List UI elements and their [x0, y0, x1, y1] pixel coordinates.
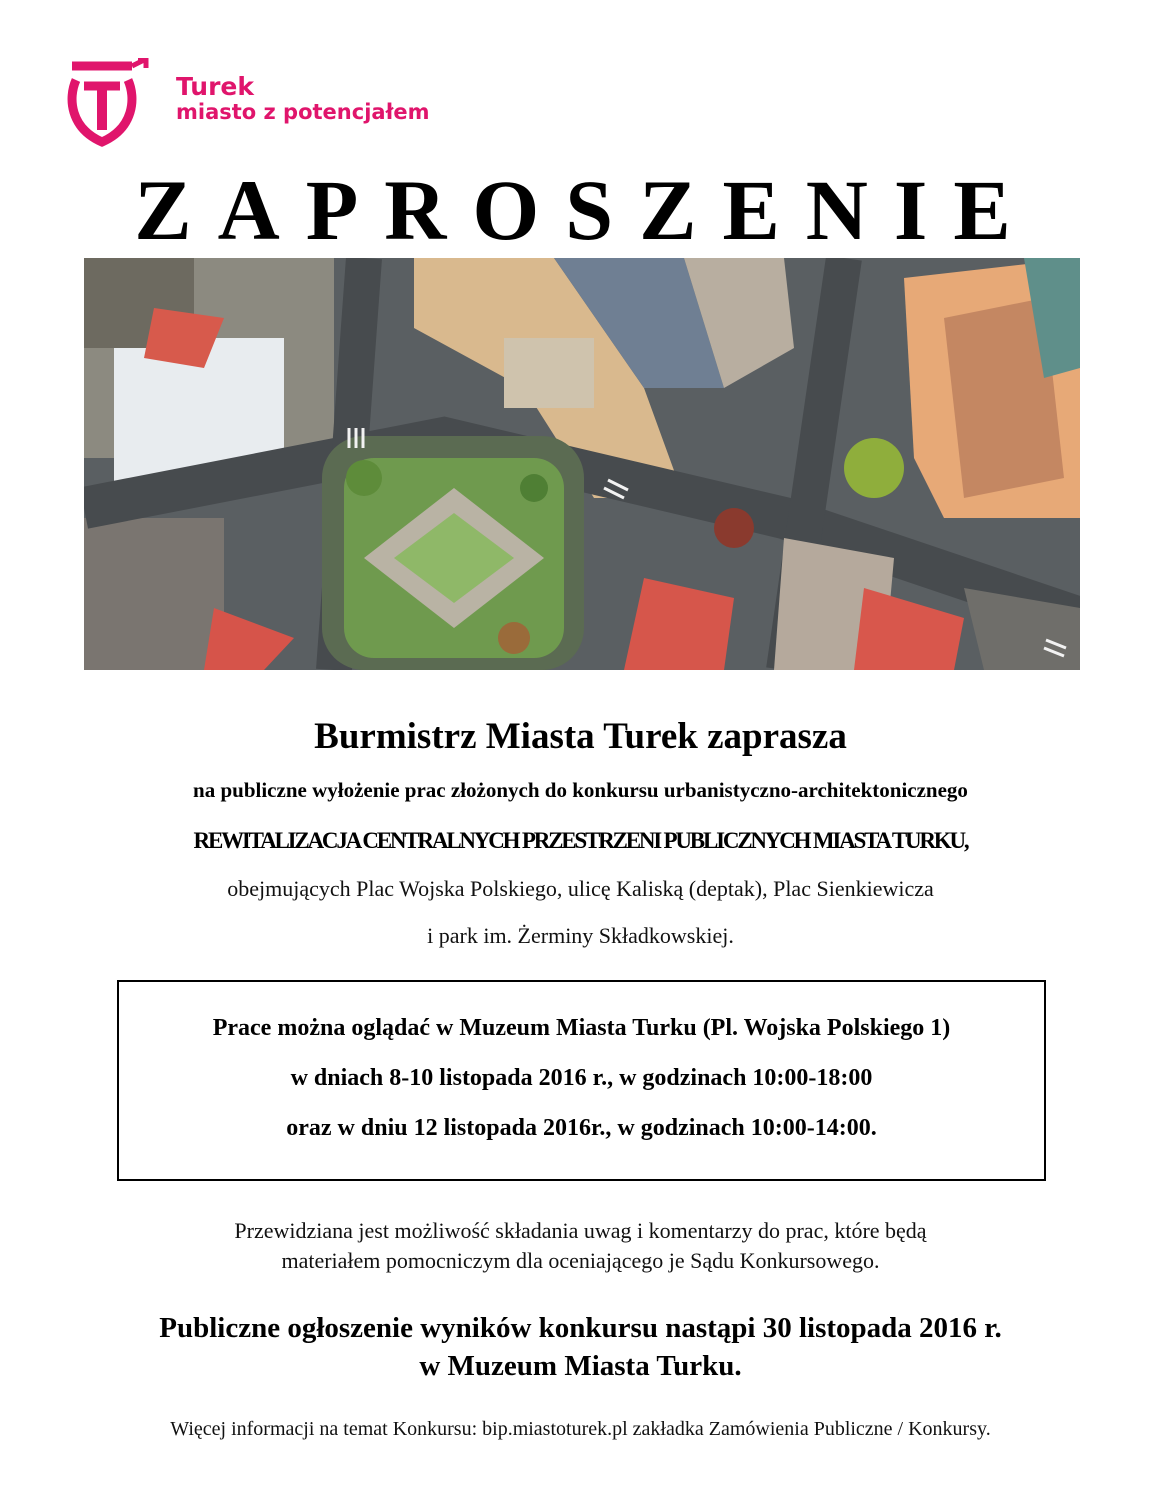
exhibition-dates-2: oraz w dniu 12 listopada 2016r., w godzinach 10:00-14:00.: [286, 1115, 877, 1141]
invitation-heading: Burmistrz Miasta Turek zaprasza: [314, 716, 847, 757]
exhibition-dates-1: w dniach 8-10 listopada 2016 r., w godzinach 10:00-18:00: [290, 1065, 873, 1091]
aerial-city-photo: [84, 258, 1080, 670]
results-announcement-line-1: Publiczne ogłoszenie wyników konkursu nastąpi 30 listopada 2016 r.: [159, 1312, 1002, 1344]
competition-title: REWITALIZACJA CENTRALNYCH PRZESTRZENI PUBLICZNYCH MIASTA TURKU,: [193, 828, 968, 853]
invitation-line-4: i park im. Żerminy Składkowskiej.: [427, 923, 734, 948]
invitation-line-3: obejmujących Plac Wojska Polskiego, ulicę Kaliską (deptak), Plac Sienkiewicza: [227, 876, 934, 901]
city-logo: [62, 58, 442, 148]
comments-note-line-2: materiałem pomocniczym dla oceniającego je Sądu Konkursowego.: [281, 1248, 880, 1273]
exhibition-location: Prace można oglądać w Muzeum Miasta Turku (Pl. Wojska Polskiego 1): [212, 1015, 951, 1041]
comments-note-line-1: Przewidziana jest możliwość składania uwag i komentarzy do prac, które będą: [234, 1218, 927, 1243]
turek-logo-icon: [62, 58, 152, 148]
more-info-footer: Więcej informacji na temat Konkursu: bip.miastoturek.pl zakładka Zamówienia Publiczne / Konkursy.: [170, 1418, 991, 1440]
logo-subtitle: miasto z potencjałem: [176, 100, 430, 124]
results-announcement-line-2: w Muzeum Miasta Turku.: [419, 1350, 742, 1382]
page-title: ZAPROSZENIE: [134, 162, 1037, 258]
logo-title: Turek: [176, 72, 255, 101]
invitation-line-1: na publiczne wyłożenie prac złożonych do konkursu urbanistyczno-architektonicznego: [193, 778, 968, 802]
exhibition-info-box: [117, 980, 1046, 1181]
